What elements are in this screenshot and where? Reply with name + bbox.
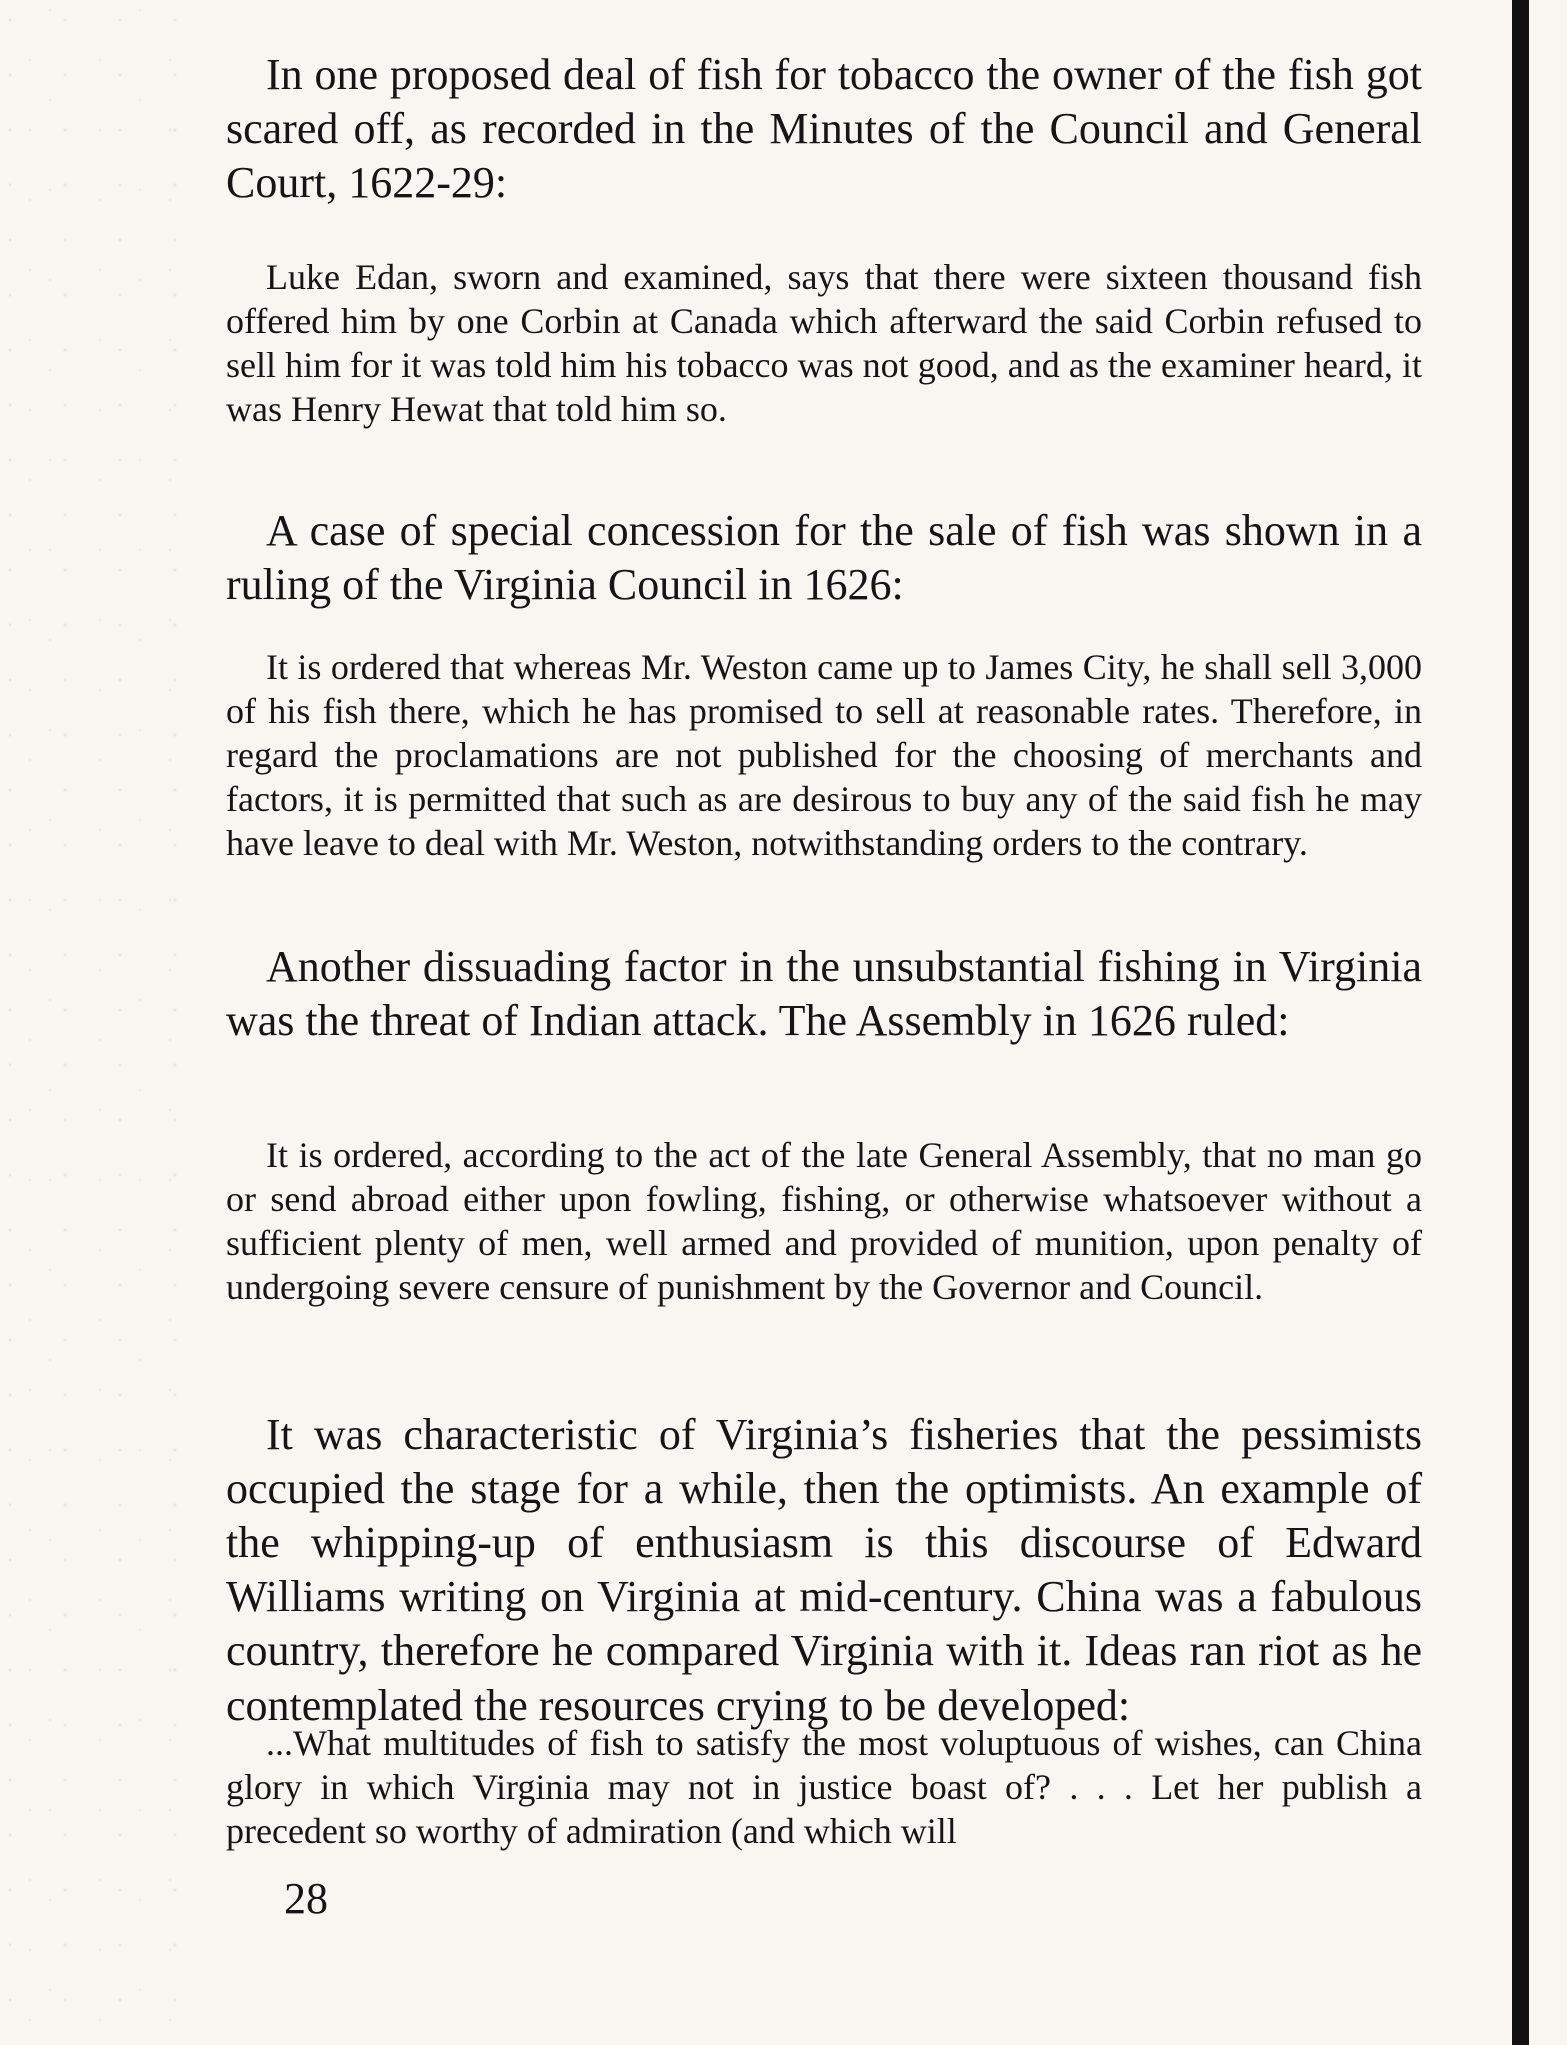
paragraph-virginia-fisheries: It was characteristic of Virginia’s fisheries that the pessimists occupied the stage for a while, then the optimists. An example of the whipping-up of enthusiasm is this discourse of Edward Williams writing on Virginia at mid-century. China was a fabulous country, therefore he compared Virginia with it. Ideas ran riot as he contemplated the resources crying to be developed: [226, 1410, 1422, 1730]
quote-mr-weston: It is ordered that whereas Mr. Weston came up to James City, he shall sell 3,000 of his fish there, which he has promised to sell at reasonable rates. Therefore, in regard the proclamations are not published for the choosing of merchants and factors, it is permitted that such as are desirous to buy any of the said fish he may have leave to deal with Mr. Weston, notwithstanding orders to the contrary. [226, 647, 1422, 863]
paragraph-special-concession: A case of special concession for the sale of fish was shown in a ruling of the Virginia Council in 1626: [226, 506, 1422, 610]
paragraph-fish-tobacco-intro: In one proposed deal of fish for tobacco the owner of the fish got scared off, as recorded in the Minutes of the Council and General Court, 1622-29: [226, 50, 1422, 208]
quote-edward-williams: ...What multitudes of fish to satisfy the most voluptuous of wishes, can China glory in which Virginia may not in justice boast of? . . . Let her publish a precedent so worthy of admiration (and which will [226, 1723, 1422, 1851]
paragraph-indian-attack: Another dissuading factor in the unsubstantial fishing in Virginia was the threat of Indian attack. The Assembly in 1626 ruled: [226, 942, 1422, 1046]
quote-luke-edan: Luke Edan, sworn and examined, says that there were sixteen thousand fish offered him by one Corbin at Canada which afterward the said Corbin refused to sell him for it was told him his tobacco was not good, and as the examiner heard, it was Henry Hewat that told him so. [226, 257, 1422, 429]
right-page-edge [1529, 0, 1567, 2045]
left-margin-speckle [0, 0, 185, 2045]
quote-assembly-order: It is ordered, according to the act of the late General Assembly, that no man go or send abroad either upon fowling, fishing, or otherwise whatsoever without a sufficient plenty of men, well armed and provided of munition, upon penalty of undergoing severe censure of punishment by the Governor and Council. [226, 1135, 1422, 1307]
right-black-rule [1512, 0, 1529, 2045]
page-number: 28 [284, 1874, 328, 1923]
